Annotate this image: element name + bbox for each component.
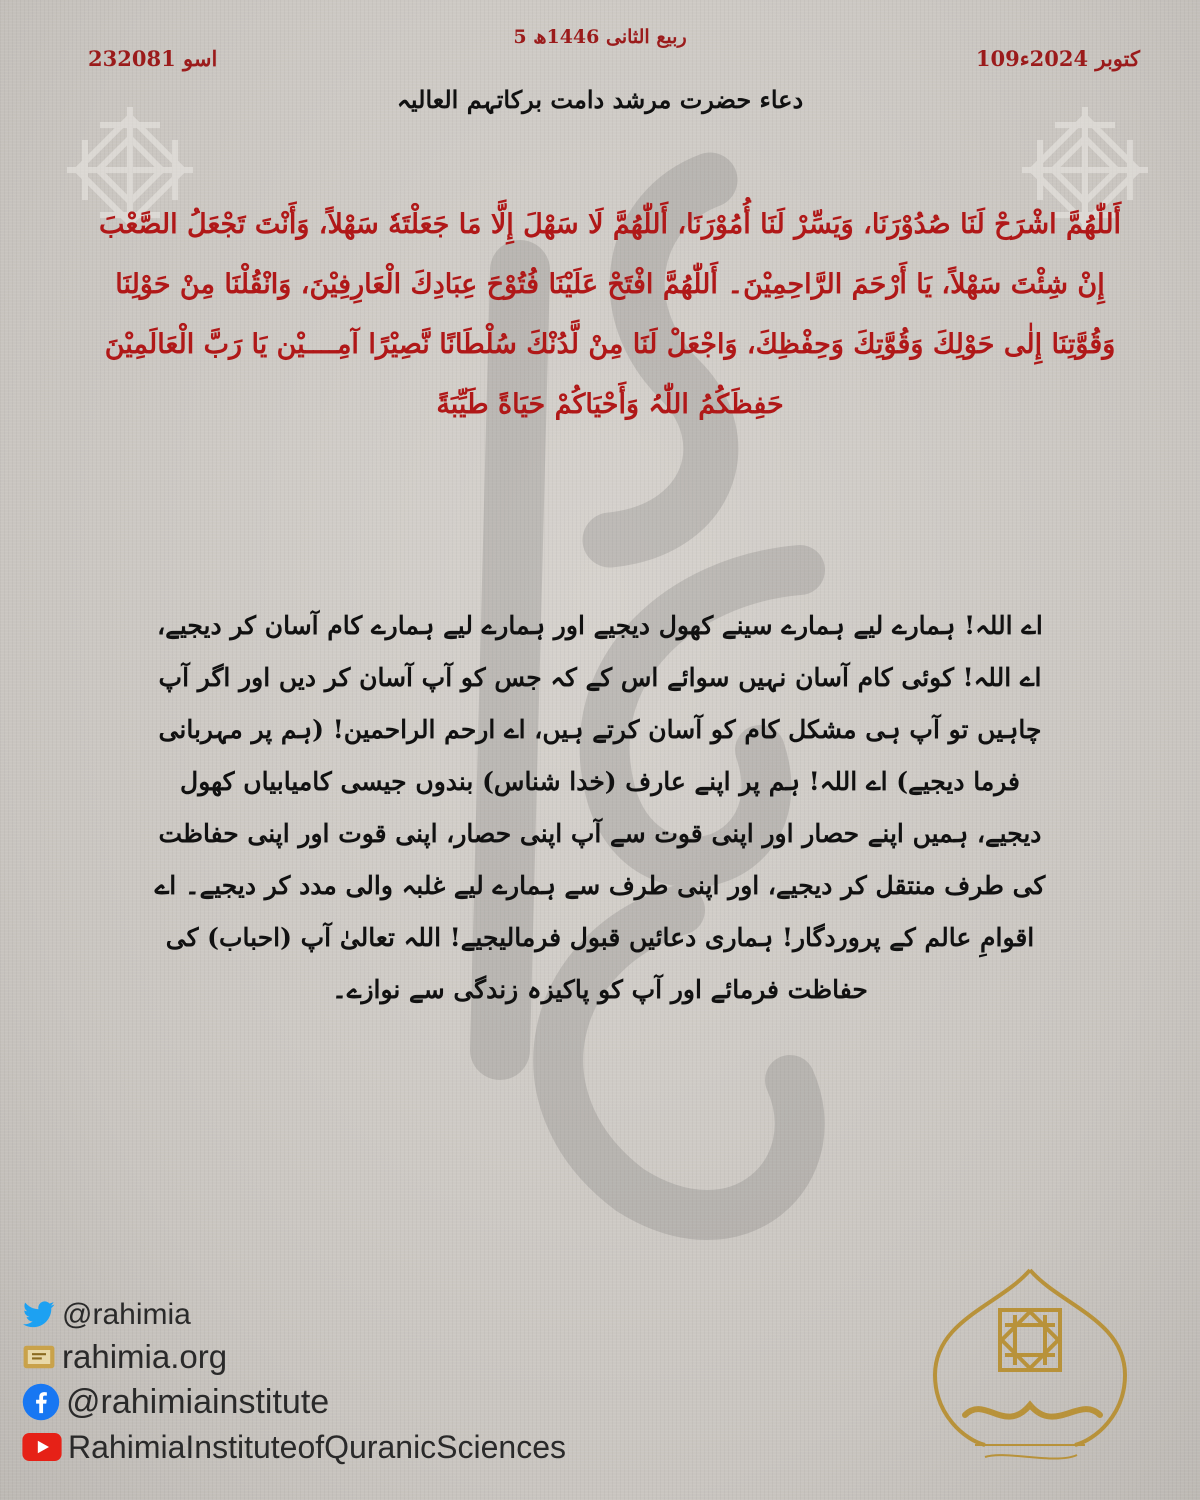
hijri-date: 5 ربیع الثانی 1446ھ bbox=[513, 26, 687, 48]
facebook-icon bbox=[22, 1383, 60, 1421]
facebook-link[interactable] bbox=[22, 1383, 566, 1421]
twitter-icon bbox=[22, 1301, 56, 1329]
page-title: دعاء حضرت مرشد دامت برکاتہم العالیہ bbox=[396, 85, 804, 114]
web-icon bbox=[22, 1343, 56, 1371]
gregorian-date: 109کتوبر 2024ء bbox=[975, 46, 1140, 71]
youtube-link[interactable] bbox=[22, 1431, 566, 1463]
urdu-translation-text: اے اللہ! ہمارے لیے ہمارے سینے کھول دیجیے اور ہمارے لیے ہمارے کام آسان کر دیجیے، اے اللہ! کوئی کام آسان نہیں سوائے اس کے کہ جس کو آپ آسان کر دیں اور اگر آپ چاہیں تو آپ ہی مشکل کام کو آسان کرتے ہیں، اے ارحم الراحمین! (ہم پر مہربانی فرما دیجیے) اے اللہ! ہم پر اپنے عارف (خدا شناس) بندوں جیسی کامیابیاں کھول دیجیے، ہمیں اپنے حصار اور اپنی قوت سے آپ اپنی حصار، اپنی قوت اور اپنی حفاظت کی طرف منتقل کر دیجیے، اور اپنی طرف سے ہمارے لیے غلبہ والی مدد کر دیجیے۔ اے اقوامِ عالم کے پروردگار! ہماری دعائیں قبول فرمالیجیے! اللہ تعالیٰ آپ (احباب) کی حفاظت فرمائے اور آپ کو پاکیزہ زندگی سے نوازے۔ bbox=[154, 611, 1046, 1004]
vikram-date: 23اسو 2081 bbox=[88, 46, 218, 71]
twitter-link[interactable] bbox=[22, 1300, 566, 1330]
website-url: rahimia.org bbox=[62, 1338, 228, 1375]
website-link[interactable] bbox=[22, 1340, 566, 1373]
dua-arabic-text: أَللّٰھُمَّ اشْرَحْ لَنَا صُدُوْرَنَا، وَیَسِّرْ لَنَا أُمُوْرَنَا، أَللّٰھُمَّ لَا سَھْلَ إِلَّا مَا جَعَلْتَهٗ سَھْلاً، وَأَنْتَ تَجْعَلُ الصَّعْبَ إِنْ شِئْتَ سَھْلاً، یَا أَرْحَمَ الرَّاحِمِیْنَ۔ أَللّٰھُمَّ افْتَحْ عَلَیْنَا فُتُوْحَ عِبَادِكَ الْعَارِفِیْنَ، وَانْقُلْنَا مِنْ حَوْلِنَا وَقُوَّتِنَا إِلٰی حَوْلِكَ وَقُوَّتِكَ وَحِفْظِكَ، وَاجْعَلْ لَنَا مِنْ لَّدُنْكَ سُلْطَانًا نَّصِیْرًا آمِــــیْن یَا رَبَّ الْعَالَمِیْنَ حَفِظَکُمُ اللّٰہُ وَأَحْیَاکُمْ حَیَاةً طَیِّبَةً bbox=[98, 209, 1122, 420]
youtube-channel: RahimiaInstituteofQuranicSciences bbox=[68, 1429, 567, 1465]
youtube-icon bbox=[22, 1433, 62, 1461]
twitter-handle: @rahimia bbox=[62, 1298, 191, 1331]
facebook-handle: @rahimiainstitute bbox=[66, 1383, 330, 1421]
social-links bbox=[22, 1300, 566, 1473]
rahimia-logo bbox=[905, 1265, 1155, 1480]
